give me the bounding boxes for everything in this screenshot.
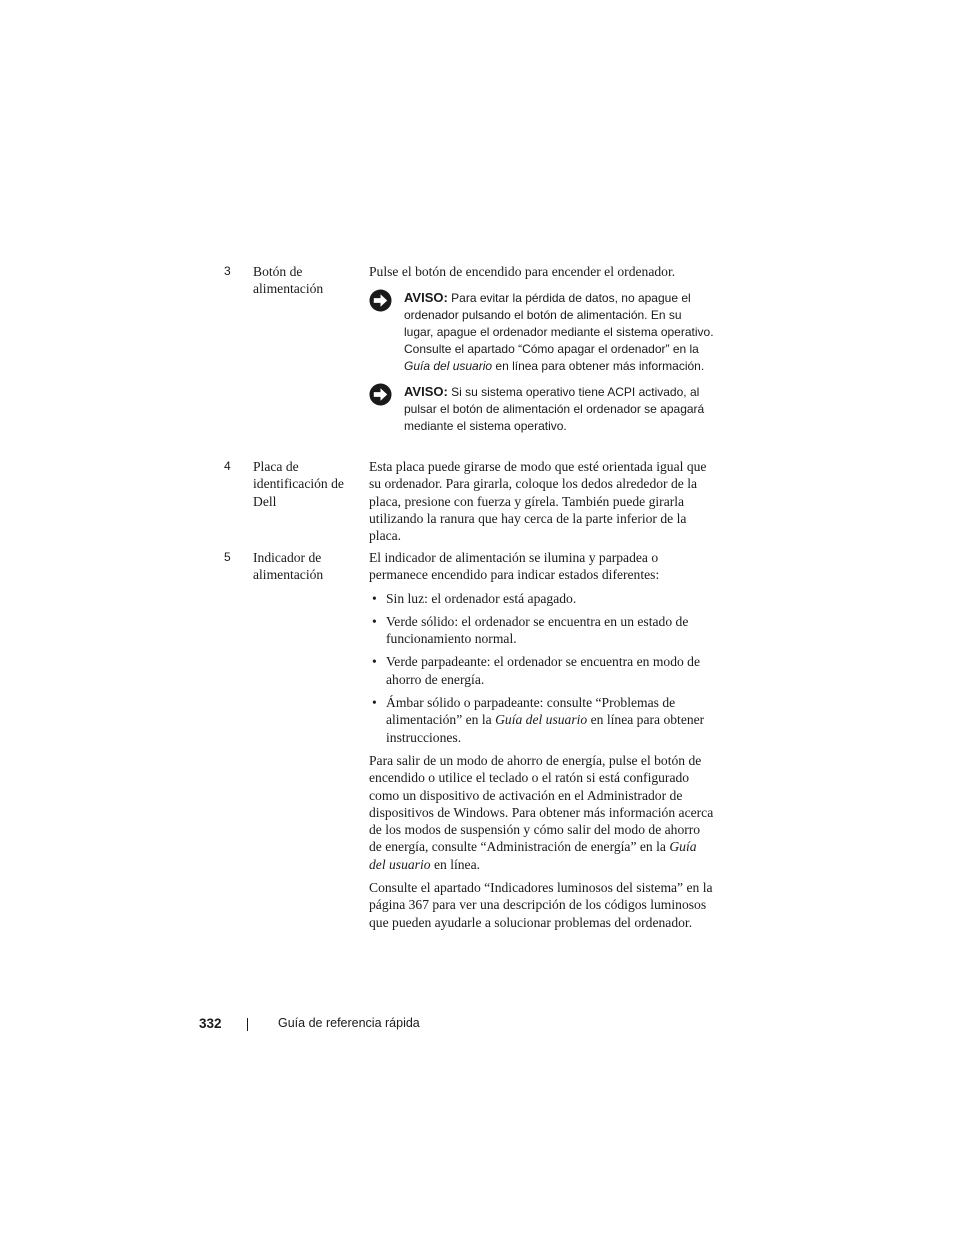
notice-text: Si su sistema operativo tiene ACPI activado, al pulsar el botón de alimentación el ordenador se apagará mediante el sistema operativo.: [404, 385, 705, 434]
paragraph: [369, 752, 714, 873]
notice-title: AVISO:: [404, 290, 448, 306]
row-number: 5: [224, 550, 231, 564]
list-item: • Verde sólido: el ordenador se encuentra en un estado de funcionamiento normal.: [369, 613, 714, 648]
paragraph-text-end: en línea.: [430, 856, 481, 872]
row-description: [369, 458, 714, 544]
paragraph-italic: Guía del usuario: [369, 839, 697, 872]
notice-text-end: en línea para obtener más información.: [492, 359, 705, 374]
notice-block: [369, 383, 714, 435]
list-item-text: Ámbar sólido o parpadeante: consulte “Problemas de alimentación” en la: [386, 695, 676, 728]
notice-text: Para evitar la pérdida de datos, no apague el ordenador pulsando el botón de alimentación. En su lugar, apague el ordenador mediante el sistema operativo. Consulte el apartado “Cómo apagar el ordenador” en la: [404, 291, 714, 357]
row-description: [369, 549, 714, 931]
list-item-italic: Guía del usuario: [495, 712, 588, 728]
intro-text: El indicador de alimentación se ilumina y parpadea o permanece encendido para indicar estados diferentes:: [369, 550, 660, 583]
paragraph: Consulte el apartado “Indicadores luminosos del sistema” en la página 367 para ver una descripción de los códigos luminosos que pueden ayudarle a solucionar problemas del ordenador.: [369, 880, 713, 930]
description-text: Esta placa puede girarse de modo que esté orientada igual que su ordenador. Para girarla, coloque los dedos alrededor de la placa, presione con fuerza y gírela. También puede girarla utilizando la ranura que hay cerca de la parte inferior de la placa.: [369, 459, 707, 544]
notice-title: AVISO:: [404, 384, 448, 400]
notice-arrow-icon: [369, 289, 392, 312]
row-label: Indicador de alimentación: [253, 550, 324, 583]
paragraph-text: Para salir de un modo de ahorro de energía, pulse el botón de encendido o utilice el teclado o el ratón si está configurado como un dispositivo de activación en el Administrador de dispositivos de Windows. Para obtener más información acerca de los modos de suspensión y cómo salir del modo de ahorro de energía, consulte “Administración de energía” en la: [369, 752, 714, 855]
row-label: Placa de identificación de Dell: [253, 459, 344, 509]
list-item: [369, 694, 714, 746]
row-description: [369, 263, 714, 435]
footer-title: Guía de referencia rápida: [278, 1016, 420, 1030]
notice-arrow-icon: [369, 383, 392, 406]
row-number: 3: [224, 264, 231, 278]
row-label: Botón de alimentación: [253, 264, 324, 297]
list-item-text-end: en línea para obtener instrucciones.: [386, 712, 705, 745]
intro-text: Pulse el botón de encendido para encender el ordenador.: [369, 264, 676, 279]
row-number: 4: [224, 459, 231, 473]
list-item: • Verde parpadeante: el ordenador se encuentra en modo de ahorro de energía.: [369, 653, 714, 688]
bullet-list: [369, 590, 714, 746]
footer-divider: [247, 1018, 248, 1031]
notice-block: [369, 289, 714, 375]
list-item: • Sin luz: el ordenador está apagado.: [369, 590, 714, 607]
page-number: 332: [199, 1016, 222, 1031]
notice-italic: Guía del usuario: [404, 359, 493, 374]
